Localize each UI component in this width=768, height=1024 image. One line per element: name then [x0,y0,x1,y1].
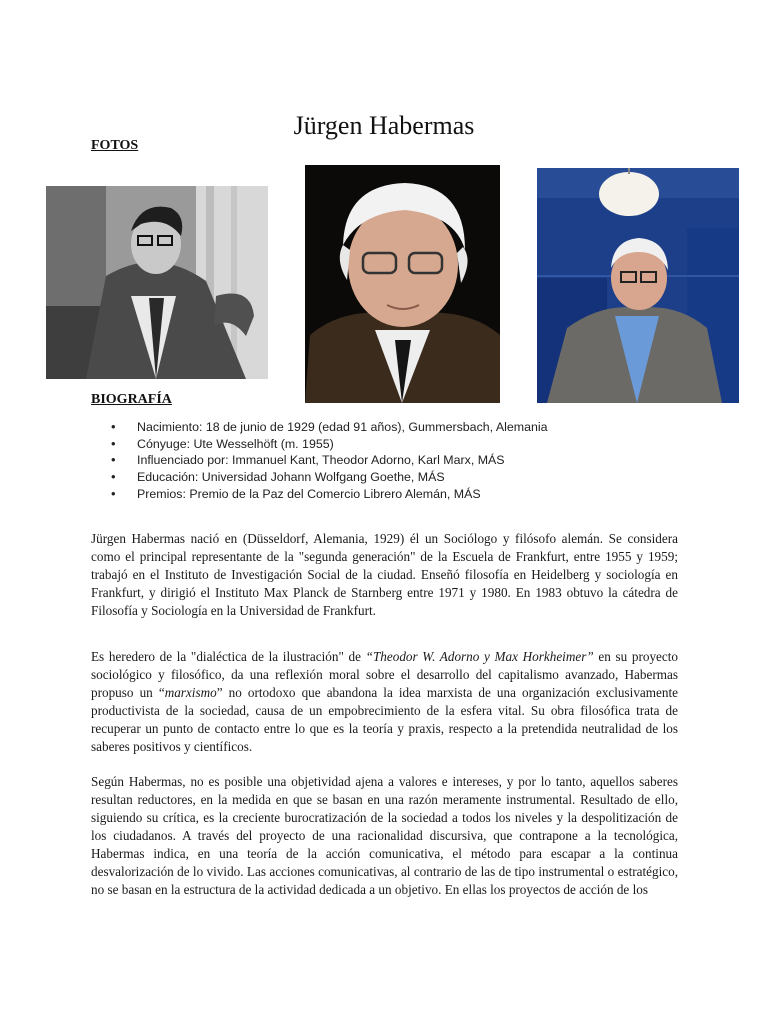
biography-list [111,419,548,503]
page-title: Jürgen Habermas [293,111,475,141]
photo-habermas-blue-room [537,168,739,403]
photo-habermas-portrait [305,165,500,403]
paragraph-intro: Jürgen Habermas nació en (Düsseldorf, Alemania, 1929) él un Sociólogo y filósofo alemán. Se considera como el principal representante de la "segunda generación" de la Escuela de Frankfurt, entre 1955 y 1959; trabajó en el Instituto de Investigación Social de la ciudad. Enseñó filosofía en Heidelberg y sociología en Frankfurt, y dirigió el Instituto Max Planck de Starnberg entre 1971 y 1980. En 1983 obtuvo la cátedra de Filosofía y Sociología en la Universidad de Frankfurt. [91,531,678,618]
bio-item-influences: • Influenciado por: Immanuel Kant, Theodor Adorno, Karl Marx, MÁS [111,452,548,469]
bio-item-education: • Educación: Universidad Johann Wolfgang Goethe, MÁS [111,469,548,486]
photo-young-habermas [46,186,268,379]
bio-item-birth: • Nacimiento: 18 de junio de 1929 (edad 91 años), Gummersbach, Alemania [111,419,548,436]
fotos-heading: FOTOS [91,138,139,153]
bio-item-spouse: • Cónyuge: Ute Wesselhöft (m. 1955) [111,436,548,453]
bio-item-awards: • Premios: Premio de la Paz del Comercio Librero Alemán, MÁS [111,486,548,503]
paragraph-heritage: Es heredero de la "dialéctica de la ilustración" de “Theodor W. Adorno y Max Horkheimer” en su proyecto sociológico y filosófico, da una reflexión moral sobre el desarrollo del capitalismo avanzado, Habermas propuso un “marxismo” no ortodoxo que abandona la idea marxista de una organización exclusivamente productivista de la sociedad, causa de un empobrecimiento de la esfera vital. Su obra filosófica trata de recuperar un punto de contacto entre lo que es la teoría y praxis, respecto a la pretendida neutralidad de los saberes positivos y científicos. [91,649,679,754]
biografia-heading: BIOGRAFÍA [91,392,172,407]
paragraph-theory: Según Habermas, no es posible una objetividad ajena a valores e intereses, y por lo tanto, aquellos saberes resultan reductores, en la medida en que se basan en una razón meramente instrumental. Resultado de ello, siguiendo su crítica, es la creciente burocratización de la sociedad a todos los niveles y la despolitización de los ciudadanos. A través del proyecto de una racionalidad discursiva, que contrapone a la tecnológica, Habermas indica, en una teoría de la acción comunicativa, el método para escapar a la continua desvalorización de lo vivido. Las acciones comunicativas, al contrario de las de tipo instrumental o estratégico, no se basan en la estructura de la actividad dedicada a un objetivo. En ellas los proyectos de acción de los [91,774,678,897]
